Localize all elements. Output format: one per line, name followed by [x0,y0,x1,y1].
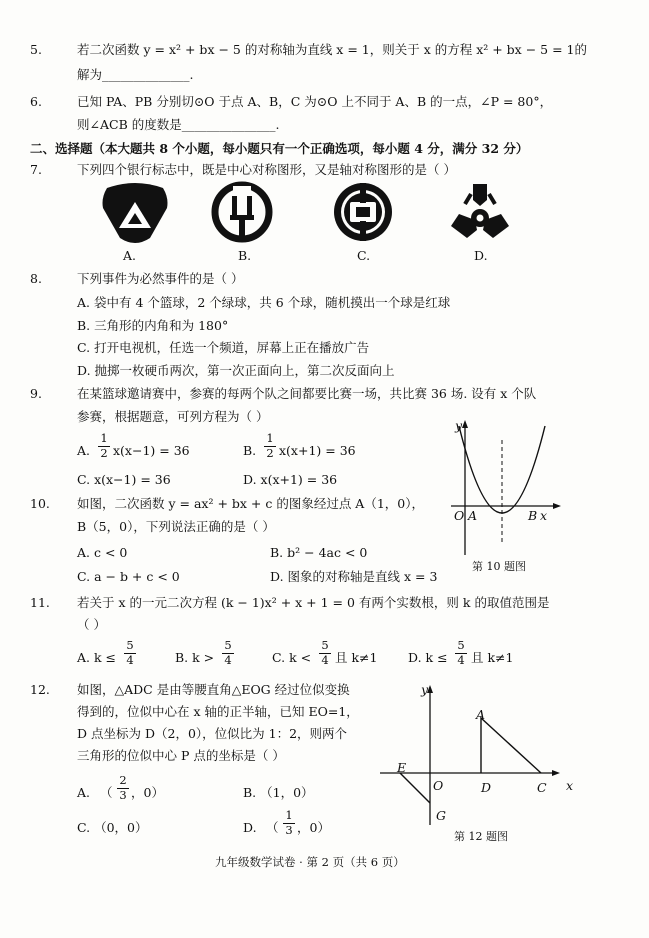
q7-option-d: D. [474,248,488,263]
q12-option-a-close: ，0） [131,785,164,800]
q12-line4: 三角形的位似中心 P 点的坐标是（ ） [77,748,285,763]
q12-x-arrow-icon [552,770,560,776]
q12-option-d-label: D. [243,820,257,835]
q12-label-e: E [397,760,407,775]
q11-option-c-fraction [319,640,331,666]
q11-option-d-pre: D. k ≤ [408,650,448,665]
q7-option-a: A. [123,248,137,263]
q9-option-c: C. x(x−1) = 36 [77,472,171,487]
q8-option-c: C. 打开电视机，任选一个频道，屏幕上正在播放广告 [77,340,370,355]
q10-label-x: x [540,508,548,523]
q8-option-d: D. 抛掷一枚硬币两次，第一次正面向上，第二次反面向上 [77,363,395,378]
q10-label-o: O [454,508,465,523]
fraction-numerator: 1 [100,431,108,445]
q9-option-a-label: A. [77,443,91,458]
q9-option-a-expr: x(x−1) = 36 [113,443,190,458]
fraction-denominator: 4 [457,652,465,667]
q12-option-d-fraction [283,810,295,836]
q12-label-d: D [481,780,492,795]
q9-option-a-fraction [98,433,110,459]
fraction-numerator: 5 [457,638,465,652]
q12-triangle-eog [400,773,430,803]
q7-stem: 下列四个银行标志中，既是中心对称图形，又是轴对称图形的是（ ） [77,162,456,177]
q10-option-b: B. b² − 4ac < 0 [270,545,368,560]
fraction-numerator: 1 [285,808,293,822]
q12-option-c: C. （0，0） [77,820,148,835]
fraction-numerator: 1 [266,431,274,445]
q10-line1: 如图，二次函数 y = ax² + bx + c 的图象经过点 A（1，0）， [77,496,424,511]
q12-line2: 得到的，位似中心在 x 轴的正半轴，已知 EO=1， [77,704,359,719]
fraction-numerator: 5 [224,638,232,652]
q6-number: 6. [30,94,42,109]
q10-option-d: D. 图象的对称轴是直线 x = 3 [270,569,438,584]
q12-label-x: x [566,778,574,793]
q12-option-d-close: ，0） [297,820,330,835]
q7-number: 7. [30,162,42,177]
q11-number: 11. [30,595,50,610]
q12-option-a-fraction [117,775,129,801]
page-footer: 九年级数学试卷 · 第 2 页（共 6 页） [215,855,405,869]
q9-option-d: D. x(x+1) = 36 [243,472,338,487]
q11-option-b-fraction [222,640,234,666]
q12-option-a-label: A. [77,785,91,800]
q11-option-b-pre: B. k > [175,650,215,665]
q12-number: 12. [30,682,50,697]
q12-option-a-open: （ [100,785,113,800]
q9-option-b-fraction [264,433,276,459]
q10-line2: B（5，0），下列说法正确的是（ ） [77,519,275,534]
q10-caption: 第 10 题图 [472,560,526,573]
q12-option-d-open: （ [266,820,279,835]
q11-line1: 若关于 x 的一元二次方程 (k − 1)x² + x + 1 = 0 有两个实数根，则 k 的取值范围是 [77,595,550,610]
q12-label-g: G [436,808,446,823]
q9-number: 9. [30,386,42,401]
q10-number: 10. [30,496,50,511]
q9-line2: 参赛，根据题意，可列方程为（ ） [77,409,269,424]
q10-label-a: A [468,508,478,523]
q12-label-c: C [537,780,547,795]
q10-x-arrow-icon [553,503,561,509]
q10-y-arrow-icon [462,420,468,428]
fraction-numerator: 2 [119,773,127,787]
fraction-denominator: 4 [126,652,134,667]
q6-line1: 已知 PA、PB 分别切⊙O 于点 A、B，C 为⊙O 上不同于 A、B 的一点，∠P = 80°， [77,94,553,109]
fraction-denominator: 4 [224,652,232,667]
q10-label-b: B [528,508,538,523]
q7-option-b: B. [238,248,252,263]
logo-b-icon [212,180,272,245]
q10-option-c: C. a − b + c < 0 [77,569,180,584]
q9-option-b-expr: x(x+1) = 36 [279,443,356,458]
q11-option-a-pre: A. k ≤ [77,650,116,665]
q12-figure [375,680,575,830]
q5-line1: 若二次函数 y = x² + bx − 5 的对称轴为直线 x = 1，则关于 x 的方程 x² + bx − 5 = 1的 [77,42,587,57]
q7-option-c: C. [357,248,371,263]
q11-option-a-fraction [124,640,136,666]
q5-line2: 解为______________. [77,67,194,82]
q6-line2: 则∠ACB 的度数是_______________. [77,117,280,132]
q8-option-b: B. 三角形的内角和为 180° [77,318,229,333]
q11-line2: （ ） [77,617,106,632]
q12-option-b: B. （1，0） [243,785,314,800]
q5-number: 5. [30,42,42,57]
q12-label-o: O [433,778,444,793]
q12-line3: D 点坐标为 D（2，0），位似比为 1：2，则两个 [77,726,348,741]
q8-option-a: A. 袋中有 4 个篮球，2 个绿球，共 6 个球，随机摸出一个球是红球 [77,295,451,310]
fraction-numerator: 5 [126,638,134,652]
fraction-denominator: 2 [100,445,108,460]
q9-line1: 在某篮球邀请赛中，参赛的每两个队之间都要比赛一场，共比赛 36 场. 设有 x 个队 [77,386,537,401]
fraction-numerator: 5 [321,638,329,652]
q11-option-d-fraction [455,640,467,666]
q11-option-c-post: 且 k≠1 [335,650,378,665]
logo-a-icon [95,180,175,245]
q10-figure [445,420,565,560]
q11-option-c-pre: C. k < [272,650,312,665]
fraction-denominator: 2 [266,445,274,460]
q8-number: 8. [30,271,42,286]
q12-label-y: y [421,682,429,697]
q12-triangle-adc [481,718,541,773]
q10-label-y: y [455,418,463,433]
q12-line1: 如图，△ADC 是由等腰直角△EOG 经过位似变换 [77,682,350,697]
fraction-denominator: 4 [321,652,329,667]
q12-label-a: A [476,707,486,722]
q12-caption: 第 12 题图 [454,830,508,843]
q10-option-a: A. c < 0 [77,545,128,560]
q8-stem: 下列事件为必然事件的是（ ） [77,271,244,286]
logo-d-icon [445,180,515,245]
q9-option-b-label: B. [243,443,257,458]
fraction-denominator: 3 [119,787,127,802]
fraction-denominator: 3 [285,822,293,837]
q11-option-d-post: 且 k≠1 [471,650,514,665]
logo-c-icon [330,180,396,245]
section-heading-choice: 二、选择题（本大题共 8 个小题，每小题只有一个正确选项，每小题 4 分，满分 32 分） [30,141,529,156]
